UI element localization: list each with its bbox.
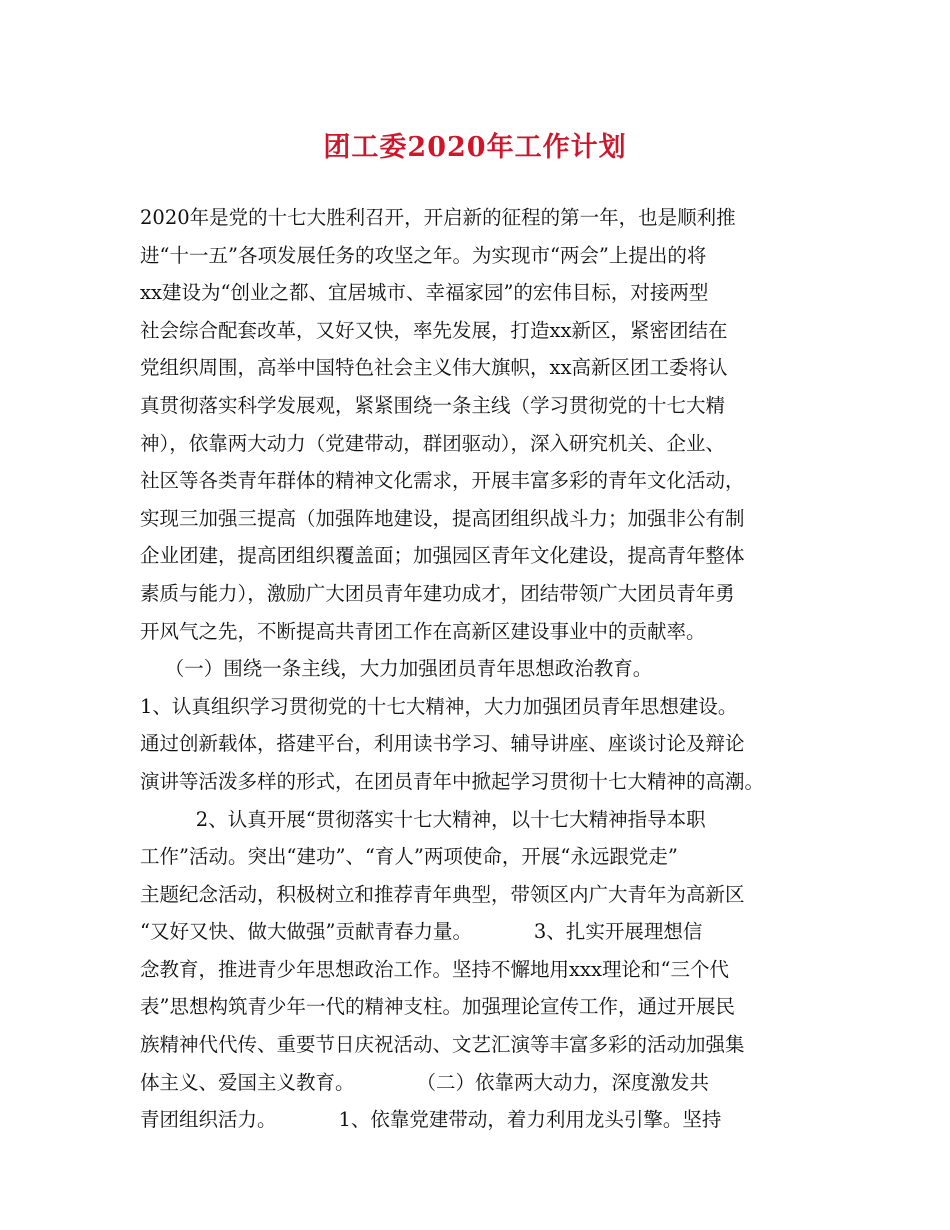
body-line: 工作”活动。突出“建功”、“育人”两项使命，开展“永远跟党走” <box>140 845 678 869</box>
body-line: 企业团建，提高团组织覆盖面；加强园区青年文化建设，提高青年整体 <box>140 544 745 568</box>
body-line: 开风气之先，不断提高共青团工作在高新区建设事业中的贡献率。 <box>140 619 706 643</box>
document-body <box>140 199 830 1139</box>
body-line: 主题纪念活动，积极树立和推荐青年典型，带领区内广大青年为高新区 <box>140 882 745 906</box>
body-line: 体主义、爱国主义教育。 （二）依靠两大动力，深度激发共 <box>140 1070 709 1094</box>
body-line: 社区等各类青年群体的精神文化需求，开展丰富多彩的青年文化活动， <box>140 469 745 493</box>
body-line: 2020年是党的十七大胜利召开，开启新的征程的第一年，也是顺利推 <box>140 206 736 229</box>
body-line: 党组织周围，高举中国特色社会主义伟大旗帜，xx高新区团工委将认 <box>140 356 728 380</box>
body-line: （一）围绕一条主线，大力加强团员青年思想政治教育。 <box>140 657 653 681</box>
body-line: 演讲等活泼多样的形式，在团员青年中掀起学习贯彻十七大精神的高潮。 <box>140 769 765 793</box>
body-line: 青团组织活力。 1、依靠党建带动，着力利用龙头引擎。坚持 <box>140 1108 722 1132</box>
body-line: 神），依靠两大动力（党建带动，群团驱动），深入研究机关、企业、 <box>140 431 726 455</box>
body-line: 素质与能力），激励广大团员青年建功成才，团结带领广大团员青年勇 <box>140 581 735 605</box>
body-line: 社会综合配套改革，又好又快，率先发展，打造xx新区，紧密团结在 <box>140 318 728 342</box>
body-line: 族精神代代传、重要节日庆祝活动、文艺汇演等丰富多彩的活动加强集 <box>140 1033 745 1057</box>
body-line: 2、认真开展“贯彻落实十七大精神，以十七大精神指导本职 <box>140 807 706 831</box>
body-line: xx建设为“创业之都、宜居城市、幸福家园”的宏伟目标，对接两型 <box>140 281 709 305</box>
body-line: 真贯彻落实科学发展观，紧紧围绕一条主线（学习贯彻党的十七大精 <box>140 393 726 417</box>
body-line: 实现三加强三提高（加强阵地建设，提高团组织战斗力；加强非公有制 <box>140 506 745 530</box>
document-title: 团工委2020年工作计划 <box>323 132 627 163</box>
body-line: 念教育，推进青少年思想政治工作。坚持不懈地用xxx理论和“三个代 <box>140 957 729 981</box>
body-line: “又好又快、做大做强”贡献青春力量。 3、扎实开展理想信 <box>140 920 703 944</box>
body-line: 表”思想构筑青少年一代的精神支柱。加强理论宣传工作，通过开展民 <box>140 995 735 1019</box>
body-line: 1、认真组织学习贯彻党的十七大精神，大力加强团员青年思想建设。 <box>140 694 738 718</box>
body-line: 通过创新载体，搭建平台，利用读书学习、辅导讲座、座谈讨论及辩论 <box>140 732 745 756</box>
body-line: 进“十一五”各项发展任务的攻坚之年。为实现市“两会”上提出的将 <box>140 243 707 267</box>
